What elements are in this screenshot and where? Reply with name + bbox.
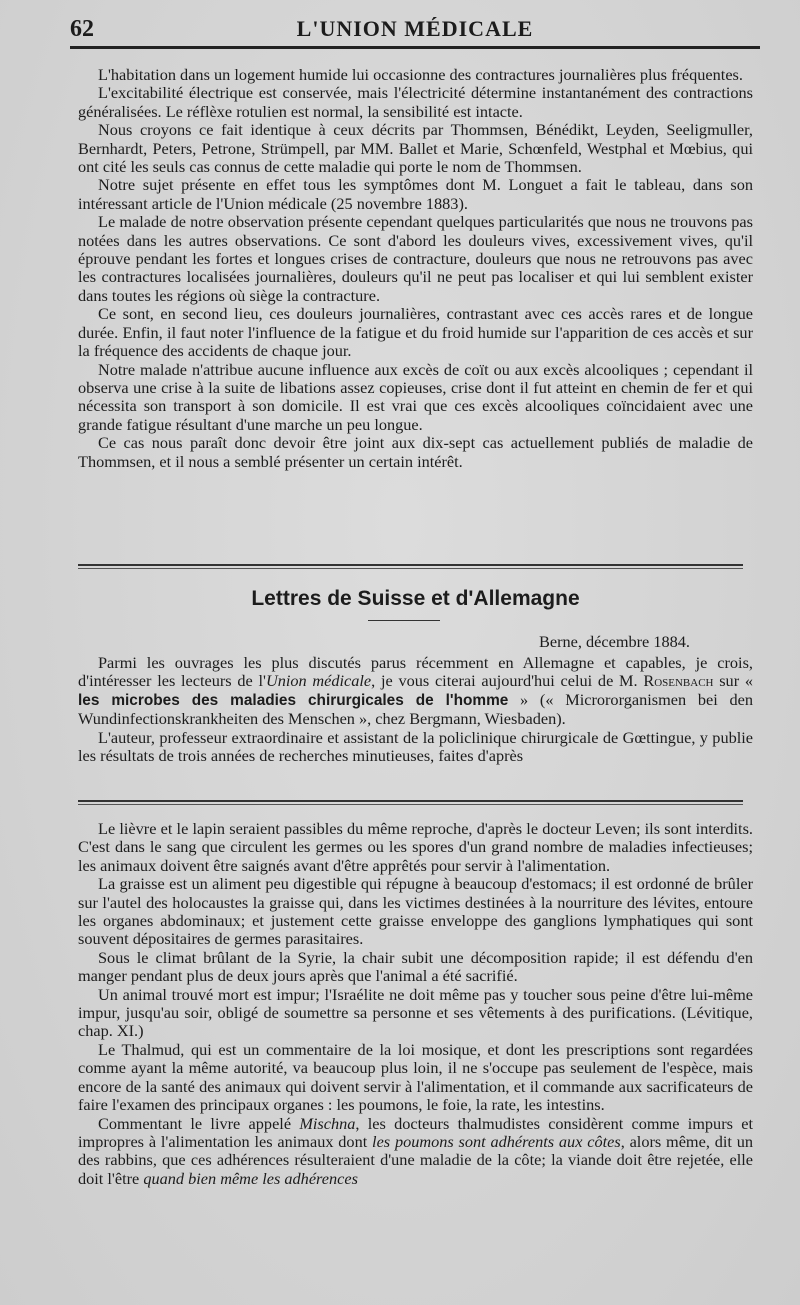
paragraph: Le lièvre et le lapin seraient passibles du même reproche, d'après le docteur Leven; ils sont interdits. C'est dans le sang que circulent les germes ou les spores d'un grand nombre de maladies infectieuses; les animaux doivent être saignés avant d'être apprêtés pour servir à l'alimentation. — [78, 819, 753, 875]
paragraph: L'excitabilité électrique est conservée, mais l'électricité détermine instantanément des contractions généralisées. Le réflèxe rotulien est normal, la sensibilité est intacte. — [78, 83, 753, 121]
paragraph: L'habitation dans un logement humide lui occasionne des contractures journalières plus fréquentes. — [98, 65, 743, 84]
author-name: Rosenbach — [643, 671, 714, 691]
article-thommsen-disease — [78, 66, 753, 471]
header-rule — [70, 46, 760, 49]
paragraph: Le Thalmud, qui est un commentaire de la loi mosique, et dont les prescriptions sont regardées comme ayant la même autorité, va beaucoup plus loin, il ne s'occupe pas seulement de l'espèce, mais encore de la santé des animaux qui doivent servir à l'alimentation, et il commande aux sacrificateurs de faire l'examen des principaux organes : les poumons, le foie, la rate, les intestins. — [78, 1039, 753, 1115]
feuilleton-section — [78, 820, 753, 1188]
journal-name: Union médicale — [265, 671, 372, 691]
paragraph: Un animal trouvé mort est impur; l'Israélite ne doit même pas y toucher sous peine d'être lui-même impur, jusqu'au soir, obligé de soumettre sa personne et ses vêtements à des purifications. (Lévitique, chap. XI.) — [78, 984, 753, 1041]
feuilleton-separator — [78, 800, 743, 805]
paragraph: Notre malade n'attribue aucune influence aux excès de coït ou aux excès alcooliques ; cependant il observa une crise à la suite de libations assez copieuses, crise dont il fut atteint en chemin de fer et qui nécessita son transport à son domicile. Il est vrai que ces excès alcooliques coïncidaient avec une grande fatigue résultant d'une marche un peu longue. — [78, 359, 753, 434]
paragraph: Sous le climat brûlant de la Syrie, la chair subit une décomposition rapide; il est défendu d'en manger pendant plus de deux jours après que l'animal a été sacrifié. — [78, 947, 753, 986]
paragraph: Parmi les ouvrages les plus discutés parus récemment en Allemagne et capables, je crois, d'intéresser les lecteurs de l'Union médicale, je vous citerai aujourd'hui celui de M. Rosenbach sur « les microbes des maladies chirurgicales de l'homme » (« Micrororganismen bei den Wundinfectionskrankheiten des Menschen », chez Bergmann, Wiesbaden). — [78, 653, 753, 729]
paragraph: Nous croyons ce fait identique à ceux décrits par Thommsen, Bénédikt, Leyden, Seeligmuller, Bernhardt, Peters, Petrone, Strümpell, par MM. Ballet et Marie, Schœnfeld, Westphal et Mœbius, qui ont cité les seuls cas connus de cette maladie qui porte le nom de Thommsen. — [78, 120, 753, 177]
paragraph: Ce cas nous paraît donc devoir être joint aux dix-sept cas actuellement publiés de maladie de Thommsen, et il nous a semblé présenter un certain intérêt. — [78, 433, 753, 471]
paragraph: Commentant le livre appelé Mischna, les docteurs thalmudistes considèrent comme impurs et impropres à l'alimentation les animaux dont les poumons sont adhérents aux côtes, alors même, dit un des rabbins, que ces adhérences résulteraient d'une maladie de la côte; la viande doit être rejetée, elle doit l'être quand bien même les adhérences — [78, 1113, 753, 1188]
page-header — [70, 14, 760, 48]
page-number: 62 — [70, 16, 94, 42]
letters-section — [78, 654, 753, 765]
paragraph: Le malade de notre observation présente cependant quelques particularités que nous ne trouvons pas notées dans les autres observations. Ce sont d'abord les douleurs vives, excessivement vives, qu'il éprouve pendant les fortes et longues crises de contracture, douleurs que nous ne retrouvons pas avec les contractures localisées journalières, douleurs qu'il ne peut pas localiser et qui lui semblent exister dans toutes les régions où siège la contracture. — [78, 212, 753, 305]
paragraph: Ce sont, en second lieu, ces douleurs journalières, contrastant avec ces accès rares et de longue durée. Enfin, il faut noter l'influence de la fatigue et du froid humide sur l'apparition de ces accès et sur la fréquence des accidents de chaque jour. — [78, 304, 753, 361]
work-title: les microbes des maladies chirurgicales de l'homme — [78, 691, 509, 709]
book-name: Mischna — [299, 1113, 356, 1133]
paragraph: Notre sujet présente en effet tous les symptômes dont M. Longuet a fait le tableau, dans son intéressant article de l'Union médicale (25 novembre 1883). — [78, 175, 753, 213]
section-separator — [78, 564, 743, 569]
section-title: Lettres de Suisse et d'Allemagne — [251, 587, 580, 610]
dateline: Berne, décembre 1884. — [539, 632, 690, 651]
paragraph: L'auteur, professeur extraordinaire et assistant de la policlinique chirurgicale de Gœttingue, y publie les résultats de trois années de recherches minutieuses, faites d'après — [78, 727, 753, 766]
title-rule — [368, 620, 440, 621]
journal-title: L'UNION MÉDICALE — [296, 16, 534, 41]
paragraph: La graisse est un aliment peu digestible qui répugne à beaucoup d'estomacs; il est ordonné de brûler sur l'autel des holocaustes la graisse qui, dans les victimes destinées à la nourriture des lévites, entoure les organes abdominaux; et justement cette graisse enveloppe des ganglions lymphatiques qui sont souvent dépositaires de germes parasitaires. — [78, 874, 753, 949]
